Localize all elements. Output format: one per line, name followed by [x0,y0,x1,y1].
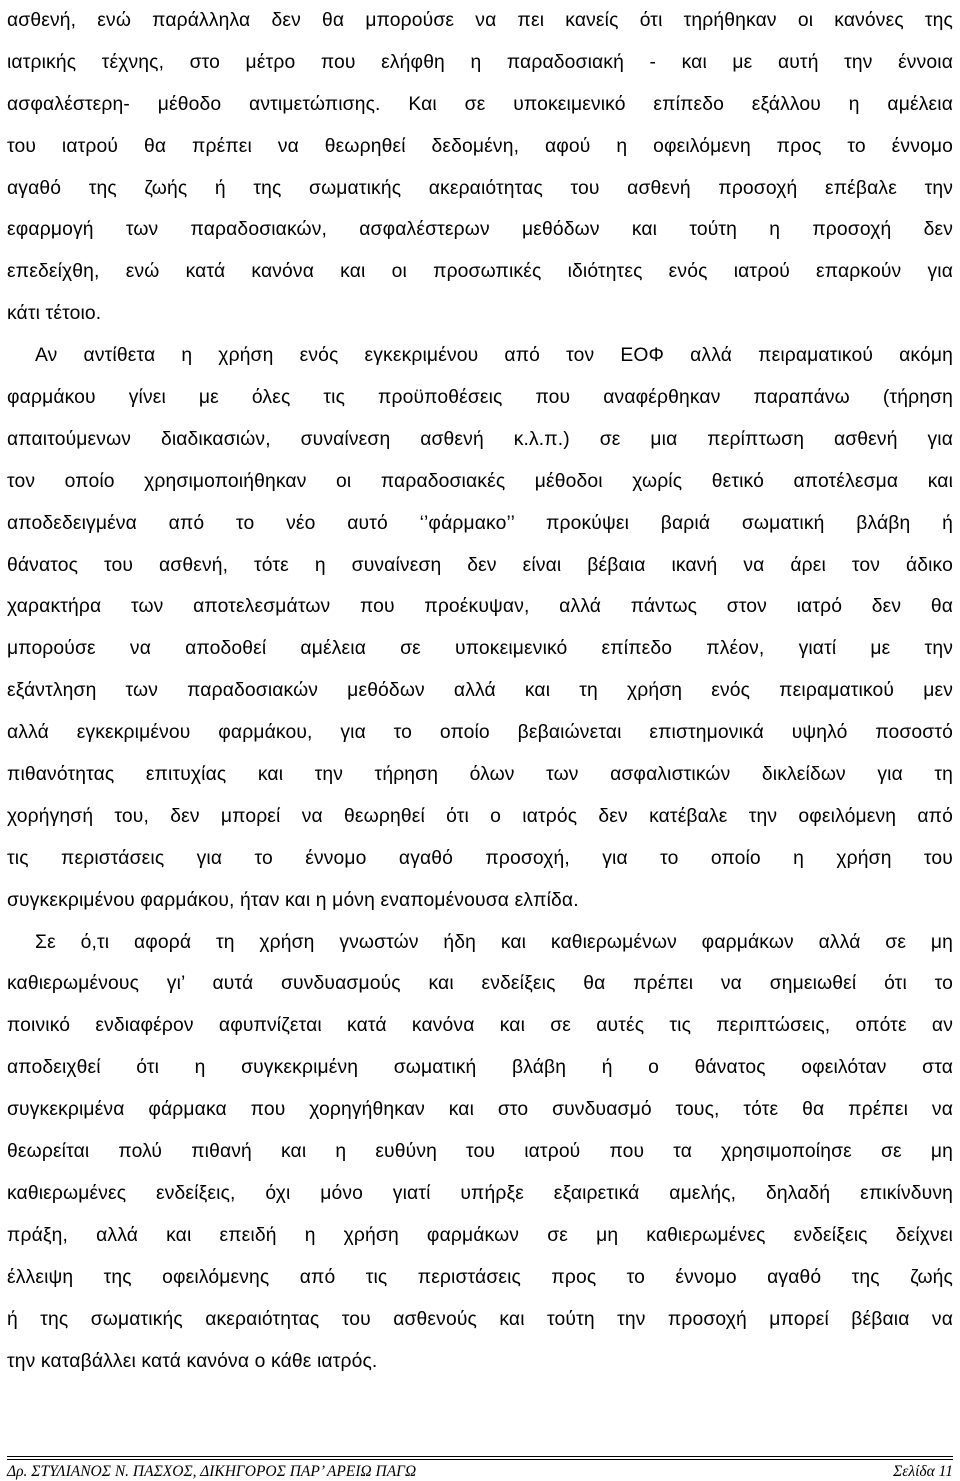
page-footer [7,1462,953,1481]
text-line: θεωρείται πολύ πιθανή και η ευθύνη του ιατρού που τα χρησιμοποίησε σε μη [7,1141,953,1163]
text-line: συγκεκριμένου φαρμάκου, ήταν και η μόνη εναπομένουσα ελπίδα. [7,889,579,911]
text-line: αγαθό της ζωής ή της σωματικής ακεραιότητας του ασθενή προσοχή επέβαλε την [7,177,953,199]
text-line: χαρακτήρα των αποτελεσμάτων που προέκυψαν, αλλά πάντως στον ιατρό δεν θα [7,596,953,618]
text-line: αποδεδειγμένα από το νέο αυτό ‘’φάρμακο’’ προκύψει βαριά σωματική βλάβη ή [7,512,953,534]
text-line: ασφαλέστερη- μέθοδο αντιμετώπισης. Και σε υποκειμενικό επίπεδο εξάλλου η αμέλεια [7,93,953,115]
text-line: την καταβάλλει κατά κανόνα ο κάθε ιατρός. [7,1350,378,1372]
text-line: πράξη, αλλά και επειδή η χρήση φαρμάκων σε μη καθιερωμένες ενδείξεις δείχνει [7,1224,953,1246]
paragraph [7,922,953,1383]
text-line: ιατρικής τέχνης, στο μέτρο που ελήφθη η παραδοσιακή - και με αυτή την έννοια [7,51,953,73]
paragraph [7,335,953,921]
text-line: αλλά εγκεκριμένου φαρμάκου, για το οποίο βεβαιώνεται επιστημονικά υψηλό ποσοστό [7,722,953,744]
text-line: τον οποίο χρησιμοποιήθηκαν οι παραδοσιακές μέθοδοι χωρίς θετικό αποτέλεσμα και [7,470,953,492]
text-line: έλλειψη της οφειλόμενης από τις περιστάσεις προς το έννομο αγαθό της ζωής [7,1266,953,1288]
text-line: κάτι τέτοιο. [7,303,102,325]
text-line: μπορούσε να αποδοθεί αμέλεια σε υποκειμενικό επίπεδο πλέον, γιατί με την [7,638,953,660]
document-body [7,0,953,1382]
text-line: χορήγησή του, δεν μπορεί να θεωρηθεί ότι ο ιατρός δεν κατέβαλε την οφειλόμενη από [7,805,953,827]
text-line: του ιατρού θα πρέπει να θεωρηθεί δεδομένη, αφού η οφειλόμενη προς το έννομο [7,135,953,157]
footer-divider [7,1456,953,1457]
text-line: αποδειχθεί ότι η συγκεκριμένη σωματική βλάβη ή ο θάνατος οφειλόταν στα [7,1057,953,1079]
text-line: Αν αντίθετα η χρήση ενός εγκεκριμένου από τον ΕΟΦ αλλά πειραματικού ακόμη [35,345,953,367]
paragraph [7,0,953,335]
text-line: εφαρμογή των παραδοσιακών, ασφαλέστερων μεθόδων και τούτη η προσοχή δεν [7,219,953,241]
text-line: καθιερωμένες ενδείξεις, όχι μόνο γιατί υπήρξε εξαιρετικά αμελής, δηλαδή επικίνδυνη [7,1182,953,1204]
text-line: ή της σωματικής ακεραιότητας του ασθενούς και τούτη την προσοχή μπορεί βέβαια να [7,1308,953,1330]
footer-page-number: Σελίδα 11 [893,1463,953,1480]
text-line: απαιτούμενων διαδικασιών, συναίνεση ασθενή κ.λ.π.) σε μια περίπτωση ασθενή για [7,428,953,450]
text-line: καθιερωμένους γι’ αυτά συνδυασμούς και ενδείξεις θα πρέπει να σημειωθεί ότι το [7,973,953,995]
text-line: φαρμάκου γίνει με όλες τις προϋποθέσεις που αναφέρθηκαν παραπάνω (τήρηση [7,387,953,409]
text-line: Σε ό,τι αφορά τη χρήση γνωστών ήδη και καθιερωμένων φαρμάκων αλλά σε μη [35,931,953,953]
footer-divider-double [7,1459,953,1460]
text-line: επεδείχθη, ενώ κατά κανόνα και οι προσωπικές ιδιότητες ενός ιατρού επαρκούν για [7,261,953,283]
text-line: ποινικό ενδιαφέρον αφυπνίζεται κατά κανόνα και σε αυτές τις περιπτώσεις, οπότε αν [7,1015,953,1037]
text-line: τις περιστάσεις για το έννομο αγαθό προσοχή, για το οποίο η χρήση του [7,847,953,869]
footer-author: Δρ. ΣΤΥΛΙΑΝΟΣ Ν. ΠΑΣΧΟΣ, ΔΙΚΗΓΟΡΟΣ ΠΑΡ’ ΑΡΕΙΩ ΠΑΓΩ [7,1463,417,1480]
text-line: θάνατος του ασθενή, τότε η συναίνεση δεν είναι βέβαια ικανή να άρει τον άδικο [7,554,953,576]
text-line: εξάντληση των παραδοσιακών μεθόδων αλλά και τη χρήση ενός πειραματικού μεν [7,680,953,702]
text-line: συγκεκριμένα φάρμακα που χορηγήθηκαν και στο συνδυασμό τους, τότε θα πρέπει να [7,1099,953,1121]
text-line: πιθανότητας επιτυχίας και την τήρηση όλων των ασφαλιστικών δικλείδων για τη [7,764,953,786]
text-line: ασθενή, ενώ παράλληλα δεν θα μπορούσε να πει κανείς ότι τηρήθηκαν οι κανόνες της [7,10,953,31]
